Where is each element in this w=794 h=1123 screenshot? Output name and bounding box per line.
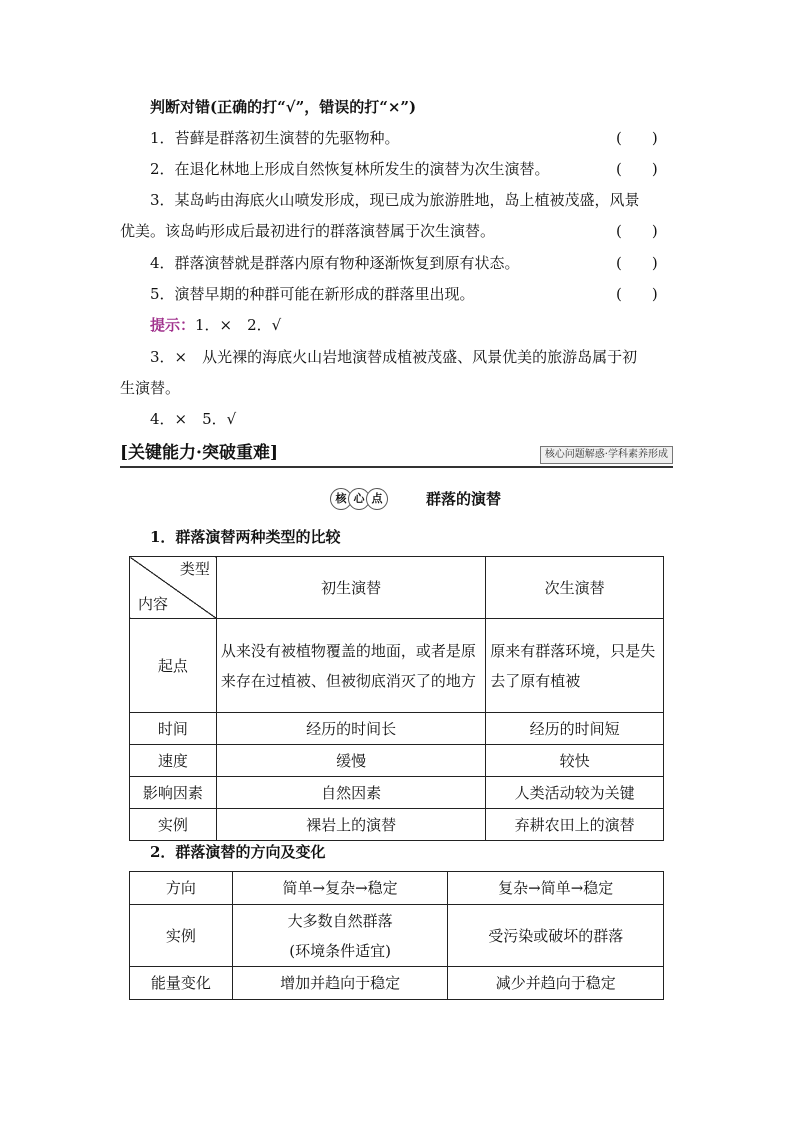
row-label: 实例 bbox=[130, 809, 217, 841]
cell-primary bbox=[232, 905, 448, 967]
cell-secondary: 受污染或破坏的群落 bbox=[448, 905, 664, 967]
quiz-question-2: 2．在退化林地上形成自然恢复林所发生的演替为次生演替。 bbox=[150, 160, 550, 178]
corner-label-type: 类型 bbox=[179, 560, 210, 578]
hint-line-1 bbox=[150, 314, 281, 336]
row-label: 影响因素 bbox=[130, 777, 217, 809]
section-tag: 核心问题解惑·学科素养形成 bbox=[540, 446, 673, 464]
cell-secondary: 弃耕农田上的演替 bbox=[486, 809, 664, 841]
table-row bbox=[130, 905, 664, 967]
table-row bbox=[130, 872, 664, 905]
row-label: 方向 bbox=[130, 872, 233, 905]
succession-direction-table bbox=[129, 871, 664, 1000]
cell-secondary: 人类活动较为关键 bbox=[486, 777, 664, 809]
cell-secondary: 经历的时间短 bbox=[486, 713, 664, 745]
answer-blank-5[interactable]: ( ) bbox=[616, 285, 658, 303]
answer-blank-2[interactable]: ( ) bbox=[616, 160, 658, 178]
answer-blank-4[interactable]: ( ) bbox=[616, 254, 658, 272]
table2-caption: 2．群落演替的方向及变化 bbox=[150, 843, 326, 861]
succession-comparison-table bbox=[129, 556, 664, 841]
hint-answers-4-5: 4．× 5．√ bbox=[150, 410, 237, 428]
cell-secondary: 原来有群落环境，只是失去了原有植被 bbox=[486, 619, 664, 713]
hint-answer-3-line2: 生演替。 bbox=[120, 379, 181, 397]
core-point-title: 群落的演替 bbox=[426, 490, 502, 508]
cell-primary: 自然因素 bbox=[216, 777, 485, 809]
row-label: 起点 bbox=[130, 619, 217, 713]
quiz-question-4: 4．群落演替就是群落内原有物种逐渐恢复到原有状态。 bbox=[150, 254, 520, 272]
quiz-question-3-line1: 3．某岛屿由海底火山喷发形成，现已成为旅游胜地，岛上植被茂盛，风景 bbox=[150, 191, 640, 209]
cell-primary-line1: 大多数自然群落 bbox=[287, 911, 393, 930]
table-row bbox=[130, 777, 664, 809]
badge-char-1: 核 bbox=[330, 488, 352, 510]
section-title: [关键能力·突破重难] bbox=[120, 443, 279, 463]
cell-primary: 缓慢 bbox=[216, 745, 485, 777]
table-header-row bbox=[130, 557, 664, 619]
quiz-question-1: 1．苔藓是群落初生演替的先驱物种。 bbox=[150, 129, 400, 147]
row-label: 速度 bbox=[130, 745, 217, 777]
cell-primary: 简单→复杂→稳定 bbox=[232, 872, 448, 905]
corner-label-content: 内容 bbox=[138, 595, 169, 613]
table-row bbox=[130, 619, 664, 713]
hint-answer-3-line1: 3．× 从光裸的海底火山岩地演替成植被茂盛、风景优美的旅游岛属于初 bbox=[150, 348, 638, 366]
header-primary-succession: 初生演替 bbox=[216, 557, 485, 619]
row-label: 能量变化 bbox=[130, 967, 233, 1000]
quiz-heading: 判断对错(正确的打“√”，错误的打“×”) bbox=[150, 98, 417, 116]
hint-answers-1-2: 1．× 2．√ bbox=[195, 316, 282, 334]
header-secondary-succession: 次生演替 bbox=[486, 557, 664, 619]
quiz-question-3-line2: 优美。该岛屿形成后最初进行的群落演替属于次生演替。 bbox=[120, 222, 496, 240]
table-row bbox=[130, 967, 664, 1000]
badge-char-3: 点 bbox=[366, 488, 388, 510]
section-header bbox=[120, 440, 673, 468]
cell-secondary: 减少并趋向于稳定 bbox=[448, 967, 664, 1000]
cell-secondary: 复杂→简单→稳定 bbox=[448, 872, 664, 905]
cell-primary: 经历的时间长 bbox=[216, 713, 485, 745]
row-label: 时间 bbox=[130, 713, 217, 745]
table-row bbox=[130, 745, 664, 777]
answer-blank-3[interactable]: ( ) bbox=[616, 222, 658, 240]
hint-label: 提示： bbox=[150, 316, 196, 334]
answer-blank-1[interactable]: ( ) bbox=[616, 129, 658, 147]
core-point-badge bbox=[330, 488, 386, 510]
cell-primary: 增加并趋向于稳定 bbox=[232, 967, 448, 1000]
table-row bbox=[130, 713, 664, 745]
quiz-question-5: 5．演替早期的种群可能在新形成的群落里出现。 bbox=[150, 285, 475, 303]
row-label: 实例 bbox=[130, 905, 233, 967]
badge-char-2: 心 bbox=[348, 488, 370, 510]
cell-secondary: 较快 bbox=[486, 745, 664, 777]
table-row bbox=[130, 809, 664, 841]
cell-primary: 从来没有被植物覆盖的地面，或者是原来存在过植被、但被彻底消灭了的地方 bbox=[216, 619, 485, 713]
cell-primary: 裸岩上的演替 bbox=[216, 809, 485, 841]
cell-primary-line2: (环境条件适宜) bbox=[289, 941, 391, 960]
table1-caption: 1．群落演替两种类型的比较 bbox=[150, 528, 341, 546]
diagonal-header-cell bbox=[130, 557, 217, 619]
